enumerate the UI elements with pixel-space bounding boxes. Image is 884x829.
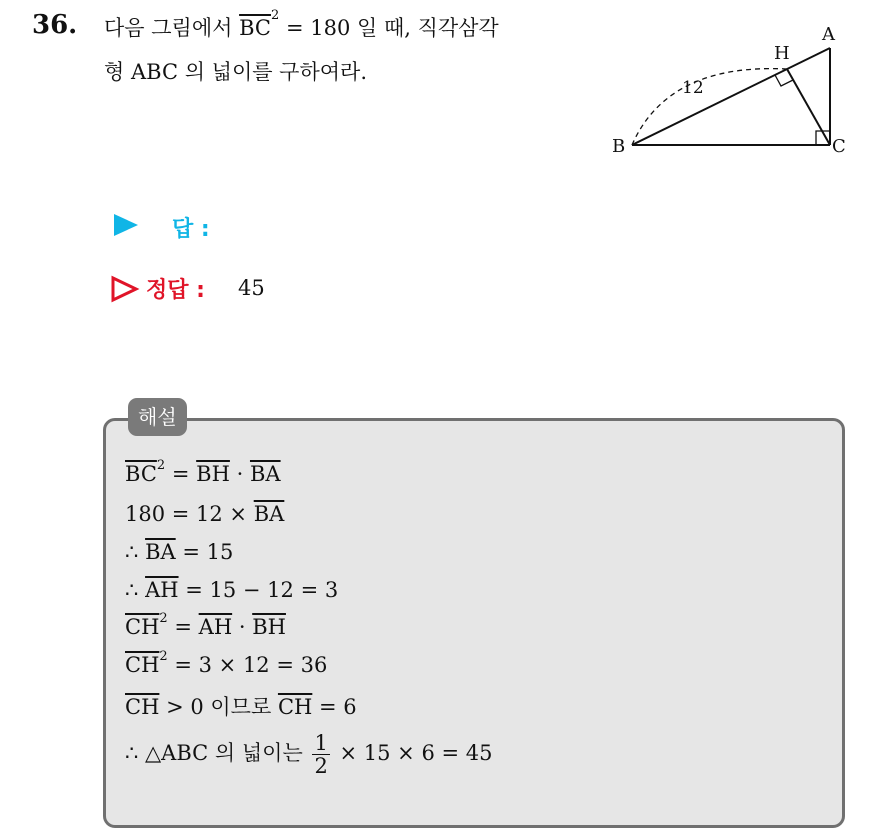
question-number: 36. (32, 10, 78, 40)
filled-triangle-icon (112, 212, 140, 238)
segment: $\overline{BA}$ (249, 462, 281, 486)
solution-line-1 (125, 458, 281, 486)
therefore: ∴ (125, 540, 139, 564)
segment: $\overline{BA}$ (253, 502, 285, 526)
question-suffix: = 180 일 때, 직각삼각 (285, 16, 499, 40)
solution-line-8 (125, 732, 492, 777)
label-a: A (822, 24, 835, 45)
dot: · (236, 462, 244, 486)
altitude-ch (787, 69, 830, 145)
solution-title: 해설 (128, 398, 187, 436)
answer-label: 답 : (172, 217, 210, 242)
denominator: 2 (314, 754, 328, 778)
key-label: 정답 : (146, 278, 205, 303)
expression: = 3 × 12 = 36 (174, 653, 328, 677)
exponent: 2 (159, 611, 168, 626)
expression: = 6 (319, 695, 357, 719)
key-value: 45 (238, 276, 265, 300)
numerator: 1 (314, 731, 328, 755)
expression: > 0 이므로 (166, 695, 272, 719)
segment-bc: $\overline{BC}$ (239, 16, 271, 40)
solution-line-4 (125, 578, 338, 602)
expression: 180 = 12 × (125, 502, 248, 526)
segment: $\overline{CH}$ (125, 615, 160, 639)
segment: $\overline{CH}$ (125, 695, 160, 719)
label-h: H (774, 43, 790, 64)
label-b: B (612, 136, 626, 157)
side-ab (632, 48, 830, 145)
solution-line-7 (125, 691, 357, 721)
solution-line-3 (125, 540, 233, 564)
exponent: 2 (159, 649, 168, 664)
question-prefix: 다음 그림에서 (104, 16, 233, 40)
therefore: ∴ (125, 578, 139, 602)
fraction (312, 732, 329, 777)
segment: $\overline{AH}$ (145, 578, 179, 602)
segment: $\overline{CH}$ (125, 653, 160, 677)
question-text-line-1 (104, 8, 499, 42)
expression: = 15 − 12 = 3 (185, 578, 339, 602)
exponent: 2 (270, 8, 280, 23)
segment: $\overline{BC}$ (125, 462, 157, 486)
solution-line-6 (125, 649, 328, 677)
question-text-line-2: 형 ABC 의 넓이를 구하여라. (104, 60, 368, 84)
outline-triangle-icon (110, 275, 140, 303)
segment: $\overline{CH}$ (277, 695, 313, 719)
dot: · (238, 615, 246, 639)
segment: $\overline{BA}$ (145, 540, 176, 564)
exponent: 2 (156, 458, 166, 473)
solution-line-2 (125, 502, 284, 526)
expression: = 15 (182, 540, 234, 564)
equals: = (171, 462, 190, 486)
expression: ∴ △ABC 의 넓이는 (125, 741, 303, 765)
segment: $\overline{BH}$ (196, 462, 230, 486)
label-c: C (832, 136, 846, 157)
label-length: 12 (682, 78, 704, 98)
solution-line-5 (125, 611, 286, 639)
equals: = (174, 615, 192, 639)
segment: $\overline{BH}$ (252, 615, 286, 639)
expression: × 15 × 6 = 45 (339, 741, 493, 765)
segment: $\overline{AH}$ (198, 615, 233, 639)
triangle-figure (608, 18, 858, 163)
